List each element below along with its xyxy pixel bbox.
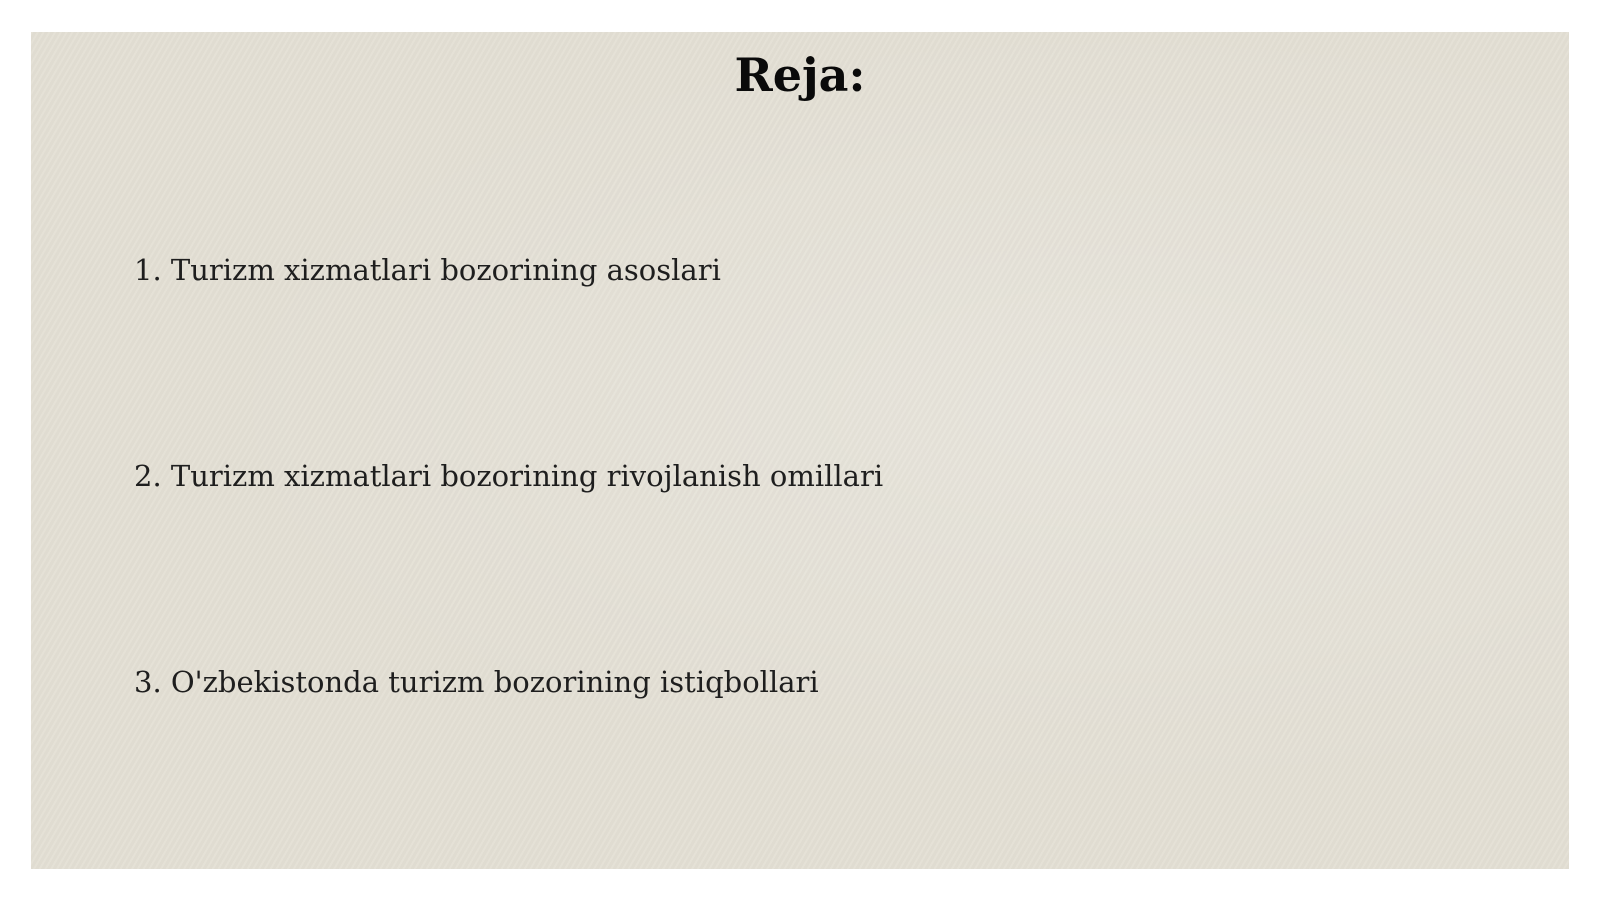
- slide: [31, 32, 1569, 869]
- plan-item-1: 1. Turizm xizmatlari bozorining asoslari: [134, 253, 721, 287]
- slide-title: Reja:: [734, 48, 866, 102]
- plan-item-3: 3. O'zbekistonda turizm bozorining istiqbollari: [134, 665, 819, 699]
- plan-item-2: 2. Turizm xizmatlari bozorining rivojlanish omillari: [134, 459, 884, 493]
